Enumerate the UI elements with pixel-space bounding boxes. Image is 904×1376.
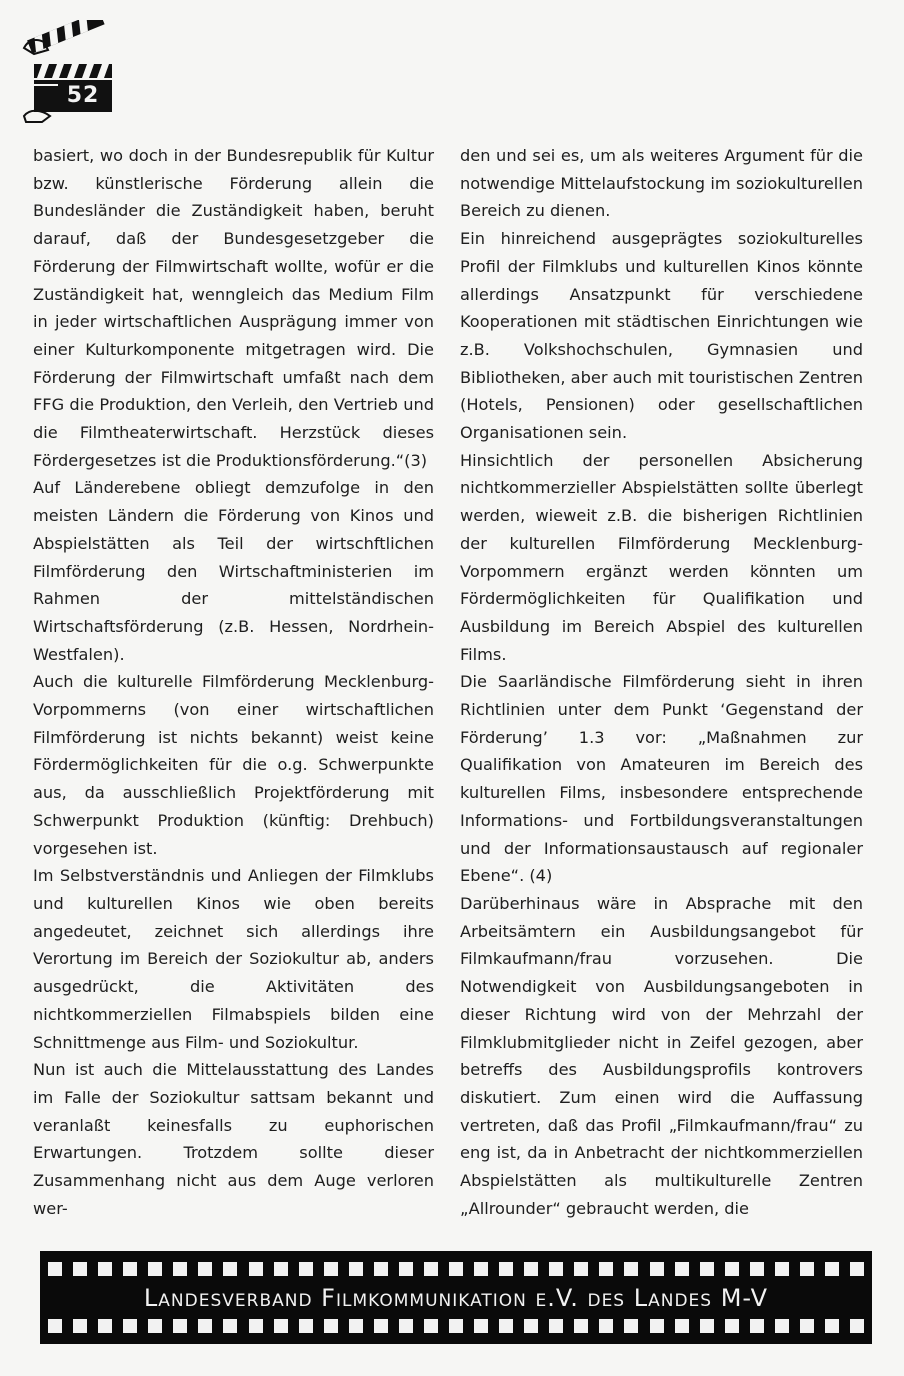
sprocket-hole — [299, 1262, 313, 1276]
sprocket-hole — [324, 1262, 338, 1276]
sprocket-hole — [599, 1262, 613, 1276]
sprocket-hole — [424, 1319, 438, 1333]
sprocket-hole — [349, 1319, 363, 1333]
sprocket-hole — [474, 1319, 488, 1333]
sprocket-hole — [800, 1262, 814, 1276]
sprocket-hole — [223, 1262, 237, 1276]
paragraph: den und sei es, um als weiteres Argument für die notwendige Mittelaufstockung im soziokulturellen Bereich zu dienen. — [460, 146, 863, 221]
paragraph: Ein hinreichend ausgeprägtes soziokulturelles Profil der Filmklubs und kulturellen Kinos könnte allerdings Ansatzpunkt für verschiedene Kooperationen mit städtischen Einrichtungen wie z.B. Volkshochschulen, Gymnasien und Bibliotheken, aber auch mit touristischen Zentren (Hotels, Pensionen) oder gesellschaftlichen Organisationen sein. — [460, 229, 863, 443]
sprocket-hole — [700, 1262, 714, 1276]
paragraph: basiert, wo doch in der Bundesrepublik für Kultur bzw. künstlerische Förderung allein die Bundesländer die Zuständigkeit haben, beruht darauf, daß der Bundesgesetzgeber die Förderung der Filmwirtschaft wollte, wofür er die Zuständigkeit hat, wenngleich das Medium Film in jeder wirtschaftlichen Ausprägung immer von einer Kulturkomponente mitgetragen wird. Die Förderung der Filmwirtschaft umfaßt nach dem FFG die Produktion, den Verleih, den Vertrieb und die Filmtheaterwirtschaft. Herzstück dieses Fördergesetzes ist die Produktionsförderung.“(3) — [33, 146, 434, 470]
sprocket-hole — [148, 1262, 162, 1276]
sprocket-hole — [374, 1262, 388, 1276]
sprocket-hole — [675, 1319, 689, 1333]
paragraph: Darüberhinaus wäre in Absprache mit den Arbeitsämtern ein Ausbildungsangebot für Filmkaufmann/frau vorzusehen. Die Notwendigkeit von Ausbildungsangeboten in dieser Richtung wird von der Mehrzahl der Filmklubmitglieder nicht in Zeifel gezogen, aber betreffs des Ausbildungsprofils kontrovers diskutiert. Zum einen wird die Auffassung vertreten, daß das Profil „Filmkaufmann/frau“ zu eng ist, da in Anbetracht der nichtkommerziellen Abspielstätten als multikulturelle Zentren „Allrounder“ gebraucht werden, die — [460, 893, 863, 1218]
sprocket-hole — [499, 1319, 513, 1333]
sprocket-hole — [148, 1319, 162, 1333]
footer-organization-name: Landesverband Filmkommunikation e.V. des Landes M-V — [143, 1284, 769, 1312]
sprocket-hole — [725, 1262, 739, 1276]
right-text-column — [460, 142, 863, 1222]
sprocket-hole — [750, 1262, 764, 1276]
sprocket-hole — [750, 1319, 764, 1333]
sprocket-hole — [249, 1262, 263, 1276]
sprocket-hole — [73, 1262, 87, 1276]
sprocket-hole — [574, 1262, 588, 1276]
sprocket-hole — [650, 1262, 664, 1276]
sprocket-hole — [123, 1262, 137, 1276]
paragraph: Im Selbstverständnis und Anliegen der Filmklubs und kulturellen Kinos wie oben bereits angedeutet, zeichnet sich allerdings ihre Verortung im Bereich der Soziokultur ab, anders ausgedrückt, die Aktivitäten des nichtkommerziellen Filmabspiels bilden eine Schnittmenge aus Film- und Soziokultur. — [33, 866, 434, 1052]
page-number: 52 — [66, 83, 100, 108]
sprocket-hole — [624, 1319, 638, 1333]
sprocket-hole — [274, 1319, 288, 1333]
sprocket-hole — [549, 1319, 563, 1333]
sprocket-hole — [524, 1262, 538, 1276]
sprocket-hole — [775, 1262, 789, 1276]
sprocket-hole — [73, 1319, 87, 1333]
sprocket-hole — [424, 1262, 438, 1276]
paragraph: Auch die kulturelle Filmförderung Mecklenburg-Vorpommerns (von einer wirtschaftlichen Filmförderung ist nichts bekannt) weist keine Fördermöglichkeiten für die o.g. Schwerpunkte aus, da ausschließlich Projektförderung mit Schwerpunkt Produktion (künftig: Drehbuch) vorgesehen ist. — [33, 672, 434, 858]
sprocket-hole — [198, 1262, 212, 1276]
sprocket-hole — [725, 1319, 739, 1333]
sprocket-hole — [850, 1262, 864, 1276]
sprocket-hole — [449, 1262, 463, 1276]
paragraph: Nun ist auch die Mittelausstattung des Landes im Falle der Soziokultur sattsam bekannt und veranlaßt keinesfalls zu euphorischen Erwartungen. Trotzdem sollte dieser Zusammenhang nicht aus dem Auge verloren wer- — [33, 1060, 434, 1218]
sprocket-holes-top — [48, 1262, 864, 1276]
sprocket-hole — [98, 1319, 112, 1333]
sprocket-hole — [449, 1319, 463, 1333]
sprocket-hole — [650, 1319, 664, 1333]
sprocket-hole — [599, 1319, 613, 1333]
sprocket-hole — [349, 1262, 363, 1276]
sprocket-hole — [499, 1262, 513, 1276]
sprocket-hole — [800, 1319, 814, 1333]
sprocket-hole — [399, 1319, 413, 1333]
paragraph: Auf Länderebene obliegt demzufolge in den meisten Ländern die Förderung von Kinos und Abspielstätten als Teil der wirtschftlichen Filmförderung den Wirtschaftministerien im Rahmen der mittelständischen Wirtschaftsförderung (z.B. Hessen, Nordrhein-Westfalen). — [33, 478, 434, 664]
sprocket-hole — [374, 1319, 388, 1333]
sprocket-hole — [123, 1319, 137, 1333]
sprocket-hole — [274, 1262, 288, 1276]
sprocket-hole — [48, 1262, 62, 1276]
paragraph: Die Saarländische Filmförderung sieht in ihren Richtlinien unter dem Punkt ‘Gegenstand der Förderung’ 1.3 vor: „Maßnahmen zur Qualifikation von Amateuren im Bereich des kulturellen Films, insbesondere entsprechende Informations- und Fortbildungsveranstaltungen und der Informationsaustausch auf regionaler Ebene“. (4) — [460, 672, 863, 886]
sprocket-holes-bottom — [48, 1319, 864, 1333]
sprocket-hole — [399, 1262, 413, 1276]
sprocket-hole — [574, 1319, 588, 1333]
sprocket-hole — [624, 1262, 638, 1276]
sprocket-hole — [700, 1319, 714, 1333]
sprocket-hole — [775, 1319, 789, 1333]
sprocket-hole — [299, 1319, 313, 1333]
sprocket-hole — [173, 1262, 187, 1276]
sprocket-hole — [524, 1319, 538, 1333]
sprocket-hole — [474, 1262, 488, 1276]
sprocket-hole — [825, 1262, 839, 1276]
left-text-column — [33, 142, 434, 1222]
sprocket-hole — [98, 1262, 112, 1276]
sprocket-hole — [173, 1319, 187, 1333]
sprocket-hole — [825, 1319, 839, 1333]
sprocket-hole — [223, 1319, 237, 1333]
sprocket-hole — [324, 1319, 338, 1333]
sprocket-hole — [198, 1319, 212, 1333]
sprocket-hole — [249, 1319, 263, 1333]
paragraph: Hinsichtlich der personellen Absicherung nichtkommerzieller Abspielstätten sollte überlegt werden, wieweit z.B. die bisherigen Richtlinien der kulturellen Filmförderung Mecklenburg-Vorpommern ergänzt werden könnten um Fördermöglichkeiten für Qualifikation und Ausbildung im Bereich Abspiel des kulturellen Films. — [460, 450, 863, 664]
sprocket-hole — [675, 1262, 689, 1276]
filmstrip-footer — [40, 1251, 872, 1344]
sprocket-hole — [48, 1319, 62, 1333]
sprocket-hole — [549, 1262, 563, 1276]
sprocket-hole — [850, 1319, 864, 1333]
